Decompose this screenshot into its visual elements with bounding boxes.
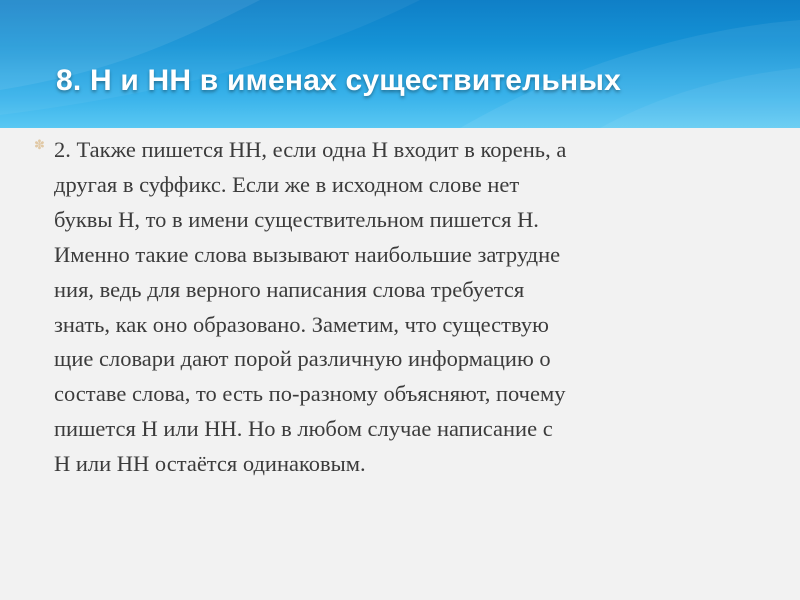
body-line: другая в суффикс. Если же в исходном слове нет: [54, 171, 520, 197]
body-line: 2. Также пишется НН, если одна Н входит в корень, а: [54, 137, 567, 162]
body-line: составе слова, то есть по-разному объясняют, почему: [54, 381, 566, 407]
body-line: щие словари дают порой различную информацию о: [54, 346, 551, 372]
slide-title: 8. Н и НН в именах существительных: [56, 64, 622, 97]
bullet-icon: ✽: [34, 138, 45, 153]
body-line: знать, как оно образовано. Заметим, что существую: [54, 311, 549, 337]
title-banner: [0, 0, 800, 128]
body-paragraph: [54, 133, 774, 482]
body-line: Именно такие слова вызывают наибольшие затрудне: [54, 241, 561, 267]
body-line: Н или НН остаётся одинаковым.: [54, 451, 366, 477]
body-line: ния, ведь для верного написания слова требуется: [54, 276, 525, 302]
body-line: пишется Н или НН. Но в любом случае написание с: [54, 416, 553, 442]
slide-body: [0, 128, 800, 600]
body-line: буквы Н, то в имени существительном пишется Н.: [54, 206, 539, 232]
